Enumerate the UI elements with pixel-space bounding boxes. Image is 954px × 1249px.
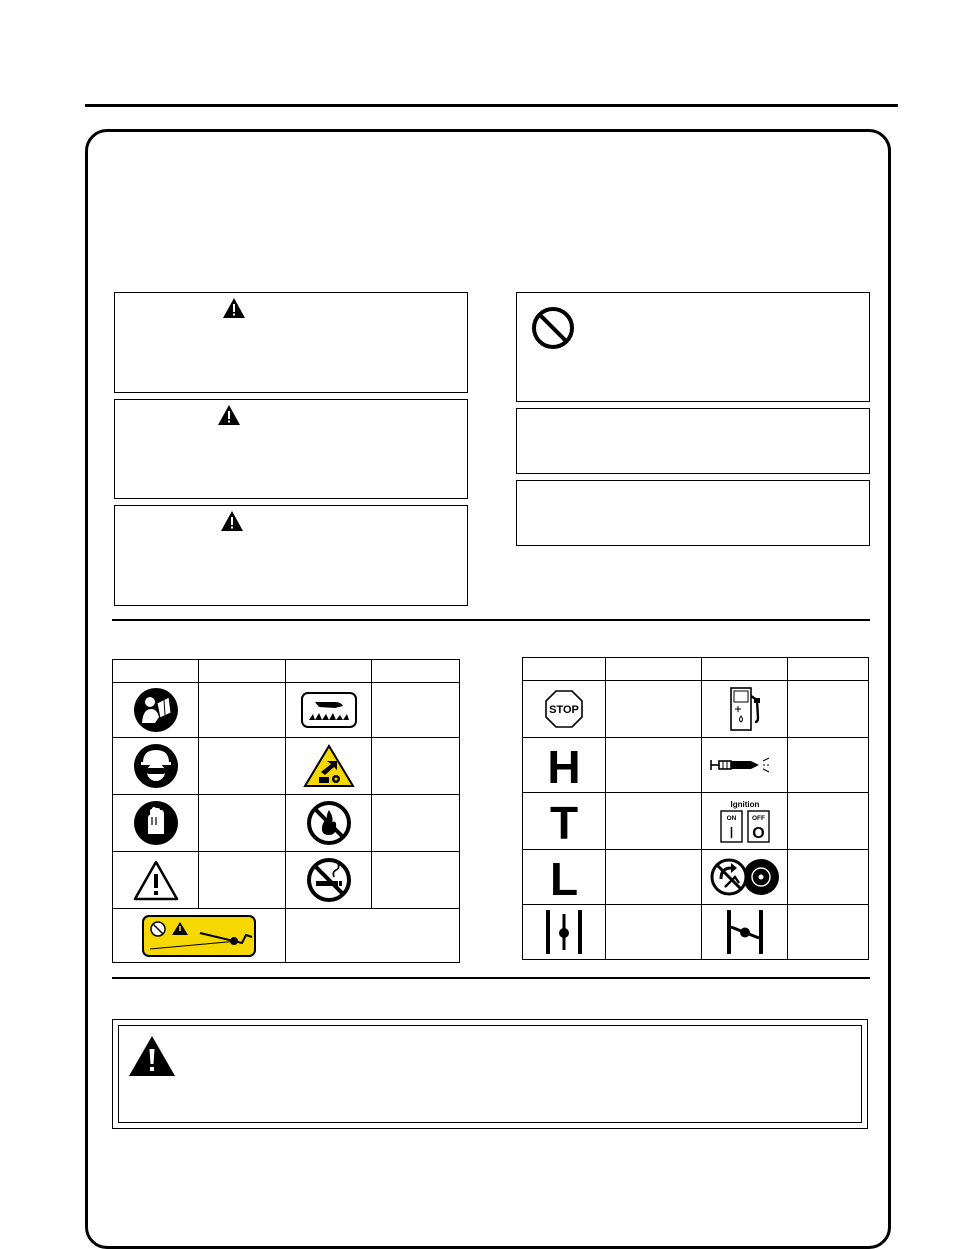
warning-notice-inner [118, 1025, 862, 1123]
fuel-pump-icon [725, 686, 765, 732]
warning-notice-outer [112, 1019, 868, 1129]
safety-alert-icon [133, 859, 179, 901]
warning-triangle-icon [129, 1036, 175, 1076]
protective-gloves-boots-icon [133, 800, 179, 846]
warning-triangle-icon [218, 405, 240, 425]
warning-triangle-icon [221, 511, 243, 531]
signal-box-warning [114, 399, 468, 499]
svg-text:Ignition: Ignition [730, 800, 759, 809]
signal-box-caution [114, 505, 468, 606]
important-box [516, 480, 870, 546]
section-divider [112, 977, 870, 979]
prohibition-icon [531, 306, 575, 350]
symbol-table-left [112, 659, 460, 963]
svg-text:I: I [728, 825, 734, 842]
svg-text:ON: ON [726, 815, 736, 822]
ignition-switch-icon [717, 798, 773, 844]
svg-text:H: H [547, 743, 581, 787]
keep-distance-label-icon [142, 915, 256, 957]
svg-text:L: L [549, 855, 579, 899]
note-box [516, 408, 870, 474]
svg-text:T: T [549, 799, 579, 843]
blade-rotation-icon [709, 857, 781, 897]
top-rule [85, 104, 898, 107]
primer-bulb-icon [709, 755, 781, 775]
hot-surface-icon [301, 692, 357, 728]
throttle-letter [544, 799, 584, 843]
signal-box-danger [114, 292, 468, 393]
choke-open-icon [539, 908, 589, 956]
svg-text:OFF: OFF [751, 815, 765, 822]
read-manual-icon [133, 687, 179, 733]
choke-closed-icon [720, 908, 770, 956]
stop-label: STOP [549, 704, 579, 716]
no-open-flame-icon [306, 800, 352, 846]
prohibition-box [516, 292, 870, 402]
stop-sign-icon [545, 690, 583, 728]
high-speed-letter [544, 743, 584, 787]
thrown-objects-icon [303, 744, 355, 788]
symbol-table-right [522, 657, 869, 960]
no-smoking-icon [306, 857, 352, 903]
head-eye-protection-icon [133, 743, 179, 789]
section-divider [112, 619, 870, 621]
low-speed-letter [544, 855, 584, 899]
svg-text:O: O [751, 825, 765, 842]
warning-triangle-icon [223, 298, 245, 318]
